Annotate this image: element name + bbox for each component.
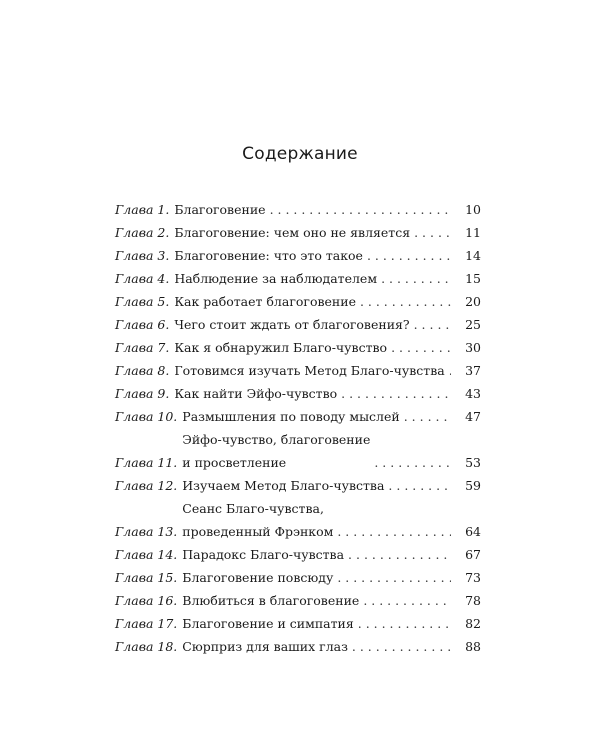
chapter-word: Глава xyxy=(115,409,158,424)
dot-leader xyxy=(414,221,451,244)
page-number: 64 xyxy=(465,524,481,539)
toc-entry xyxy=(115,612,481,635)
chapter-label xyxy=(115,313,169,336)
chapter-title-line: Сюрприз для ваших глаз xyxy=(182,639,348,654)
chapter-title-line: проведенный Фрэнком xyxy=(182,524,334,539)
chapter-title-line: Наблюдение за наблюдателем xyxy=(174,271,378,286)
chapter-title-line: Благоговение: чем оно не является xyxy=(174,225,411,240)
chapter-title xyxy=(174,313,409,336)
chapter-label xyxy=(115,566,177,589)
chapter-number: 1. xyxy=(157,202,170,217)
chapter-title-line: Парадокс Благо-чувства xyxy=(182,547,345,562)
chapter-title xyxy=(174,198,265,221)
chapter-label xyxy=(115,612,177,635)
dot-leader xyxy=(414,313,451,336)
chapter-label xyxy=(115,336,169,359)
chapter-number: 8. xyxy=(157,363,170,378)
chapter-word: Глава xyxy=(115,478,158,493)
chapter-label xyxy=(115,543,177,566)
chapter-number: 15. xyxy=(157,570,178,585)
chapter-title-line: Как я обнаружил Благо-чувство xyxy=(174,340,388,355)
chapter-title xyxy=(174,267,377,290)
chapter-title-line: Изучаем Метод Благо-чувства xyxy=(182,478,385,493)
chapter-word: Глава xyxy=(115,248,158,263)
dot-leader xyxy=(348,543,451,566)
chapter-title-line: и просветление xyxy=(182,455,287,470)
chapter-title-line: Как работает благоговение xyxy=(174,294,356,309)
chapter-number: 7. xyxy=(157,340,170,355)
toc-entry xyxy=(115,589,481,612)
chapter-label xyxy=(115,635,177,658)
chapter-label xyxy=(115,267,169,290)
chapter-word: Глава xyxy=(115,455,158,470)
chapter-label xyxy=(115,382,169,405)
chapter-word: Глава xyxy=(115,593,158,608)
chapter-number: 5. xyxy=(157,294,170,309)
chapter-title xyxy=(174,359,444,382)
chapter-title-line: Благоговение повсюду xyxy=(182,570,334,585)
page-number: 82 xyxy=(465,616,481,631)
chapter-number: 11. xyxy=(157,455,178,470)
page-number: 53 xyxy=(465,455,481,470)
chapter-title-line: Благоговение и симпатия xyxy=(182,616,354,631)
toc-entry xyxy=(115,359,481,382)
toc-entry xyxy=(115,405,481,428)
chapter-title xyxy=(182,589,359,612)
chapter-word: Глава xyxy=(115,225,158,240)
chapter-word: Глава xyxy=(115,202,158,217)
toc-entry xyxy=(115,267,481,290)
chapter-title xyxy=(182,635,348,658)
chapter-title xyxy=(182,566,333,589)
chapter-word: Глава xyxy=(115,524,158,539)
toc-entry xyxy=(115,313,481,336)
chapter-word: Глава xyxy=(115,271,158,286)
chapter-word: Глава xyxy=(115,639,158,654)
page-number: 43 xyxy=(465,386,481,401)
chapter-label xyxy=(115,290,169,313)
page-number: 30 xyxy=(465,340,481,355)
chapter-label xyxy=(115,405,177,428)
chapter-label xyxy=(115,451,177,474)
toc-entry xyxy=(115,635,481,658)
chapter-title-line: Готовимся изучать Метод Благо-чувства xyxy=(174,363,445,378)
dot-leader xyxy=(388,474,451,497)
chapter-title xyxy=(174,221,410,244)
chapter-word: Глава xyxy=(115,294,158,309)
dot-leader xyxy=(367,244,451,267)
chapter-title xyxy=(174,382,337,405)
page-title: Содержание xyxy=(242,144,358,164)
chapter-title-line: Как найти Эйфо-чувство xyxy=(174,386,338,401)
chapter-title-line: Благоговение xyxy=(174,202,266,217)
dot-leader xyxy=(352,635,451,658)
chapter-title-line: Сеанс Благо-чувства, xyxy=(182,501,324,516)
chapter-number: 2. xyxy=(157,225,170,240)
chapter-word: Глава xyxy=(115,616,158,631)
dot-leader xyxy=(391,336,451,359)
chapter-title xyxy=(182,497,333,543)
page-number: 25 xyxy=(465,317,481,332)
toc-entry xyxy=(115,543,481,566)
chapter-number: 14. xyxy=(157,547,178,562)
chapter-word: Глава xyxy=(115,386,158,401)
chapter-label xyxy=(115,589,177,612)
page-number: 73 xyxy=(465,570,481,585)
chapter-number: 13. xyxy=(157,524,178,539)
chapter-title xyxy=(174,244,363,267)
toc-entry xyxy=(115,428,481,474)
dot-leader xyxy=(337,566,451,589)
chapter-label xyxy=(115,359,169,382)
dot-leader xyxy=(363,589,451,612)
chapter-title xyxy=(182,612,353,635)
chapter-number: 4. xyxy=(157,271,170,286)
page-number: 47 xyxy=(465,409,481,424)
dot-leader xyxy=(449,359,451,382)
page-number: 37 xyxy=(465,363,481,378)
page-number: 78 xyxy=(465,593,481,608)
chapter-title-line: Чего стоит ждать от благоговения? xyxy=(174,317,410,332)
chapter-title xyxy=(182,405,399,428)
chapter-number: 3. xyxy=(157,248,170,263)
page-number: 14 xyxy=(465,248,481,263)
page-number: 15 xyxy=(465,271,481,286)
chapter-number: 17. xyxy=(157,616,178,631)
chapter-number: 9. xyxy=(157,386,170,401)
chapter-title xyxy=(174,290,356,313)
chapter-word: Глава xyxy=(115,317,158,332)
page-number: 10 xyxy=(465,202,481,217)
chapter-title-line: Влюбиться в благоговение xyxy=(182,593,360,608)
dot-leader xyxy=(404,405,451,428)
chapter-label xyxy=(115,198,169,221)
chapter-title-line: Эйфо-чувство, благоговение xyxy=(182,432,371,447)
dot-leader xyxy=(360,290,451,313)
chapter-label xyxy=(115,520,177,543)
dot-leader xyxy=(341,382,451,405)
page-number: 59 xyxy=(465,478,481,493)
dot-leader xyxy=(270,198,451,221)
toc-entry xyxy=(115,221,481,244)
page-number: 11 xyxy=(465,225,481,240)
toc-entry xyxy=(115,336,481,359)
chapter-word: Глава xyxy=(115,547,158,562)
toc-entry xyxy=(115,382,481,405)
toc-entry xyxy=(115,497,481,543)
chapter-title xyxy=(182,428,370,474)
toc-entry xyxy=(115,566,481,589)
page-number: 67 xyxy=(465,547,481,562)
chapter-title xyxy=(174,336,387,359)
toc-entry xyxy=(115,290,481,313)
chapter-title-line: Размышления по поводу мыслей xyxy=(182,409,400,424)
chapter-title-line: Благоговение: что это такое xyxy=(174,248,363,263)
chapter-number: 10. xyxy=(157,409,178,424)
chapter-label xyxy=(115,221,169,244)
toc-entry xyxy=(115,474,481,497)
chapter-number: 6. xyxy=(157,317,170,332)
table-of-contents xyxy=(115,198,481,658)
chapter-label xyxy=(115,244,169,267)
chapter-word: Глава xyxy=(115,363,158,378)
chapter-label xyxy=(115,474,177,497)
chapter-number: 18. xyxy=(157,639,178,654)
chapter-word: Глава xyxy=(115,570,158,585)
chapter-number: 12. xyxy=(157,478,178,493)
chapter-title xyxy=(182,474,384,497)
chapter-number: 16. xyxy=(157,593,178,608)
toc-entry xyxy=(115,244,481,267)
dot-leader xyxy=(381,267,451,290)
dot-leader xyxy=(358,612,451,635)
page-number: 88 xyxy=(465,639,481,654)
dot-leader xyxy=(337,520,451,543)
chapter-word: Глава xyxy=(115,340,158,355)
page-number: 20 xyxy=(465,294,481,309)
toc-entry xyxy=(115,198,481,221)
chapter-title xyxy=(182,543,344,566)
dot-leader xyxy=(374,451,451,474)
